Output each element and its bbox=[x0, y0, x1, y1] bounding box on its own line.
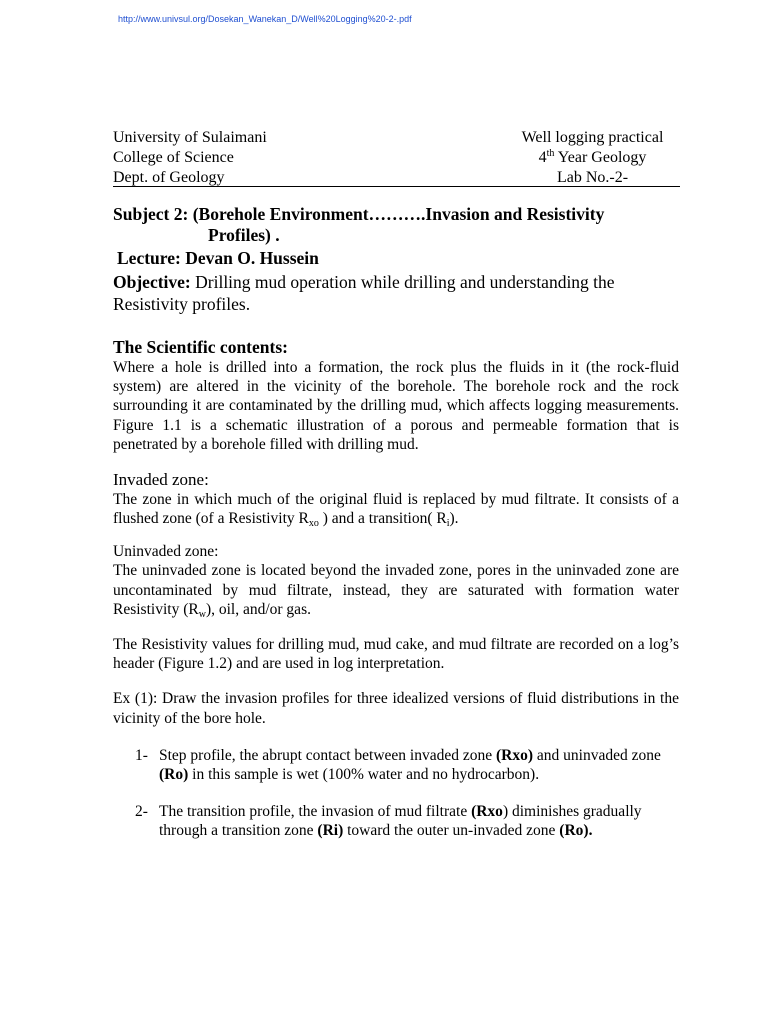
list-text: The transition profile, the invasion of mud filtrate bbox=[159, 803, 472, 821]
list-text: toward the outer un-invaded zone bbox=[343, 822, 560, 840]
invaded-text-c: ). bbox=[449, 510, 459, 528]
objective-text: Drilling mud operation while drilling and understanding the Resistivity profiles. bbox=[113, 272, 615, 314]
scientific-contents-heading: The Scientific contents: bbox=[113, 337, 288, 357]
invaded-zone-paragraph bbox=[113, 490, 679, 528]
exercise-paragraph: Ex (1): Draw the invasion profiles for three idealized versions of fluid distributions in the vicinity of the bore hole. bbox=[113, 690, 679, 727]
list-text: in this sample is wet (100% water and no hydrocarbon). bbox=[188, 766, 540, 784]
profile-list bbox=[113, 746, 679, 841]
header-divider bbox=[113, 186, 680, 187]
uninvaded-text-b: ), oil, and/or gas. bbox=[205, 600, 311, 618]
list-number: 2- bbox=[135, 803, 148, 821]
subject-title bbox=[113, 204, 679, 246]
source-url[interactable]: http://www.univsul.org/Dosekan_Wanekan_D/Well%20Logging%20-2-.pdf bbox=[118, 14, 412, 24]
list-text: ) diminishes gradually through a transition zone bbox=[159, 803, 642, 840]
uninvaded-zone-heading: Uninvaded zone: bbox=[113, 543, 219, 561]
list-text: and uninvaded zone bbox=[533, 746, 661, 764]
subject-line-1: Subject 2: (Borehole Environment……….Invasion and Resistivity bbox=[113, 204, 605, 224]
list-number: 1- bbox=[135, 746, 148, 764]
uninvaded-text-a: The uninvaded zone is located beyond the invaded zone, pores in the uninvaded zone are uncontaminated by mud filtrate, instead, they are saturated with formation water Resistivity (R bbox=[113, 562, 679, 618]
invaded-sub-xo: xo bbox=[308, 518, 319, 530]
uninvaded-zone-paragraph bbox=[113, 561, 679, 619]
list-item bbox=[113, 746, 679, 784]
list-bold: (Ro) bbox=[159, 766, 189, 784]
year-number: 4 bbox=[538, 149, 547, 166]
invaded-sub-i: i bbox=[446, 518, 450, 530]
invaded-text-b: ) and a transition( R bbox=[318, 510, 447, 528]
department-name: Dept. of Geology bbox=[113, 169, 225, 186]
objective bbox=[113, 271, 679, 315]
year-superscript: th bbox=[546, 148, 555, 159]
college-name: College of Science bbox=[113, 149, 234, 166]
list-bold: (Rxo bbox=[471, 803, 503, 821]
lab-number: Lab No.-2- bbox=[556, 169, 629, 186]
objective-label: Objective: bbox=[113, 272, 191, 292]
scientific-paragraph: Where a hole is drilled into a formation, the rock plus the fluids in it (the rock-fluid system) are altered in the vicinity of the borehole. The borehole rock and the rock surrounding it are contaminated by the drilling mud, which affects logging measurements. Figure 1.1 is a schematic illustration of a porous and permeable formation that is penetrated by a borehole filled with drilling mud. bbox=[113, 359, 679, 453]
list-item bbox=[113, 802, 679, 840]
list-text: Step profile, the abrupt contact between invaded zone bbox=[159, 746, 496, 764]
year-text: Year Geology bbox=[554, 149, 647, 166]
year-label bbox=[505, 148, 680, 168]
header-institution bbox=[113, 128, 267, 188]
invaded-text-a: The zone in which much of the original fluid is replaced by mud filtrate. It consists of a flushed zone (of a Resistivity R bbox=[113, 491, 679, 528]
lecturer: Lecture: Devan O. Hussein bbox=[117, 248, 319, 268]
invaded-zone-heading: Invaded zone: bbox=[113, 470, 209, 490]
list-bold: (Rxo) bbox=[496, 746, 534, 764]
list-bold: (Ro). bbox=[559, 822, 593, 840]
university-name: University of Sulaimani bbox=[113, 129, 267, 146]
resistivity-paragraph: The Resistivity values for drilling mud, mud cake, and mud filtrate are recorded on a log’s header (Figure 1.2) and are used in log interpretation. bbox=[113, 636, 679, 673]
uninvaded-sub-w: w bbox=[198, 608, 206, 620]
course-name: Well logging practical bbox=[521, 129, 664, 146]
subject-line-2: Profiles) . bbox=[208, 225, 280, 245]
header-course bbox=[505, 128, 680, 188]
document-body bbox=[113, 204, 679, 859]
list-bold: (Ri) bbox=[317, 822, 344, 840]
